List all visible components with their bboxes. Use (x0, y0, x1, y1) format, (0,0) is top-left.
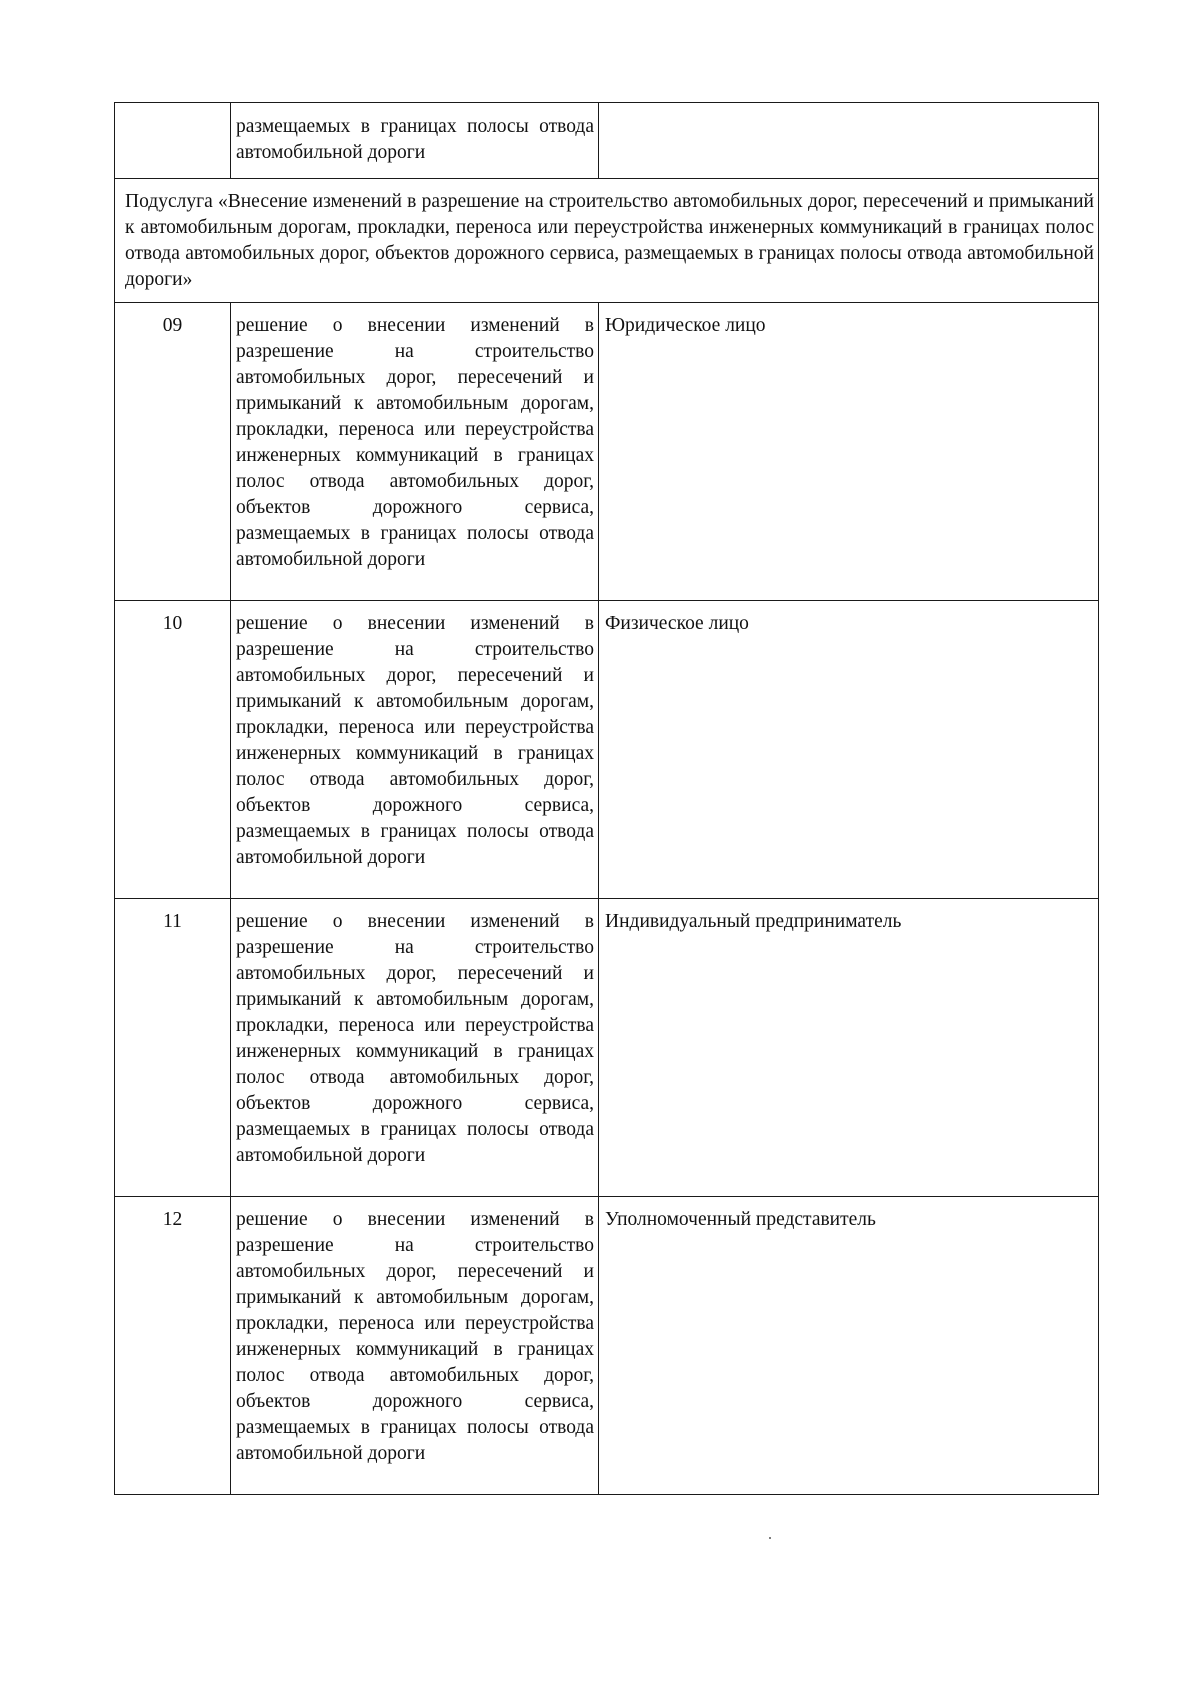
cell-number-empty (115, 103, 231, 179)
cell-number: 12 (115, 1197, 231, 1495)
table-row (115, 601, 1099, 899)
table-row (115, 1197, 1099, 1495)
cell-applicant: Уполномоченный представитель (599, 1197, 1099, 1495)
cell-result: решение о внесении изменений в разрешение на строительство автомобильных дорог, пересечений и примыканий к автомобильным дорогам, прокладки, переноса или переустройства инженерных коммуникаций в границах полос отвода автомобильных дорог, объектов дорожного сервиса, размещаемых в границах полосы отвода автомобильной дороги (231, 1197, 599, 1495)
cell-result: решение о внесении изменений в разрешение на строительство автомобильных дорог, пересечений и примыканий к автомобильным дорогам, прокладки, переноса или переустройства инженерных коммуникаций в границах полос отвода автомобильных дорог, объектов дорожного сервиса, размещаемых в границах полосы отвода автомобильной дороги (231, 899, 599, 1197)
cell-number: 10 (115, 601, 231, 899)
subservice-heading: Подуслуга «Внесение изменений в разрешение на строительство автомобильных дорог, пересечений и примыканий к автомобильным дорогам, прокладки, переноса или переустройства инженерных коммуникаций в границах полос отвода автомобильных дорог, объектов дорожного сервиса, размещаемых в границах полосы отвода автомобильной дороги» (115, 179, 1099, 303)
cell-result: решение о внесении изменений в разрешение на строительство автомобильных дорог, пересечений и примыканий к автомобильным дорогам, прокладки, переноса или переустройства инженерных коммуникаций в границах полос отвода автомобильных дорог, объектов дорожного сервиса, размещаемых в границах полосы отвода автомобильной дороги (231, 303, 599, 601)
document-table (114, 102, 1099, 1495)
table-row (115, 303, 1099, 601)
scan-speck (769, 1537, 771, 1539)
cell-result: решение о внесении изменений в разрешение на строительство автомобильных дорог, пересечений и примыканий к автомобильным дорогам, прокладки, переноса или переустройства инженерных коммуникаций в границах полос отвода автомобильных дорог, объектов дорожного сервиса, размещаемых в границах полосы отвода автомобильной дороги (231, 601, 599, 899)
cell-applicant: Индивидуальный предприниматель (599, 899, 1099, 1197)
cell-result: размещаемых в границах полосы отвода автомобильной дороги (231, 103, 599, 179)
cell-number: 11 (115, 899, 231, 1197)
table-row-subservice (115, 179, 1099, 303)
cell-applicant: Физическое лицо (599, 601, 1099, 899)
cell-number: 09 (115, 303, 231, 601)
cell-applicant (599, 103, 1099, 179)
cell-applicant: Юридическое лицо (599, 303, 1099, 601)
table-row-continuation (115, 103, 1099, 179)
table-row (115, 899, 1099, 1197)
